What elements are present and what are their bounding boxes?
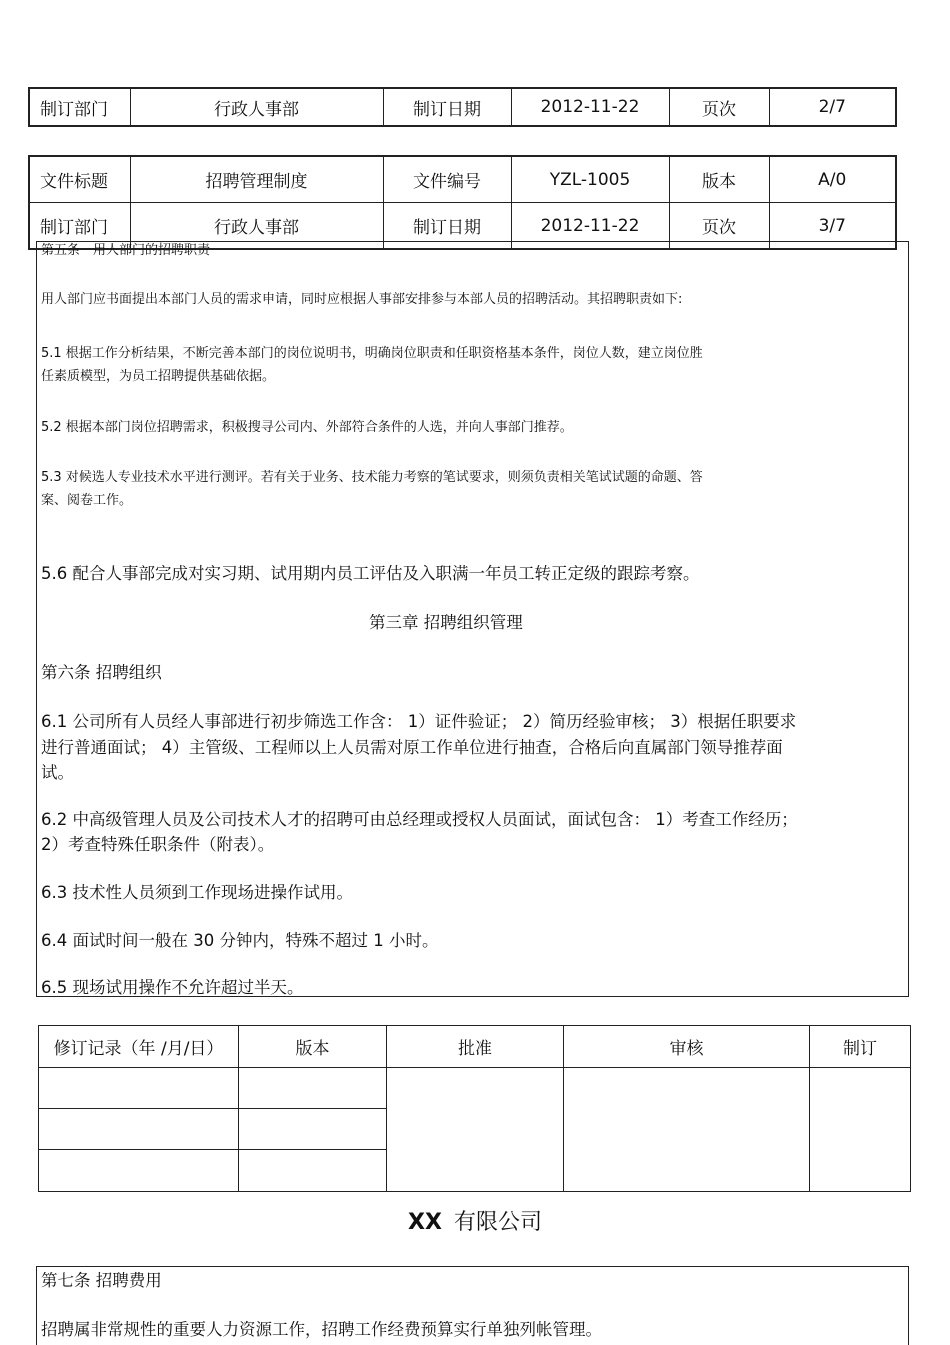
revision-cell [564, 1068, 810, 1192]
version-label: 版本 [669, 156, 769, 203]
date-value: 2012-11-22 [511, 203, 669, 250]
para-5-1-line1: 5.1 根据工作分析结果，不断完善本部门的岗位说明书，明确岗位职责和任职资格基本条件，岗位人数，建立岗位胜 [41, 346, 703, 361]
content-box [36, 241, 909, 997]
revision-cell [39, 1068, 239, 1109]
revision-version-header: 版本 [239, 1026, 387, 1068]
para-5-6: 5.6 配合人事部完成对实习期、试用期内员工评估及入职满一年员工转正定级的跟踪考察。 [41, 564, 700, 583]
section5-intro: 用人部门应书面提出本部门人员的需求申请，同时应根据人事部安排参与本部人员的招聘活动。其招聘职责如下: [41, 292, 683, 307]
header-table-top [28, 87, 897, 127]
chapter3-title: 第三章 招聘组织管理 [369, 613, 523, 632]
dept-label: 制订部门 [29, 203, 130, 250]
dept-value: 行政人事部 [130, 203, 383, 250]
revision-review-header: 审核 [564, 1026, 810, 1068]
date-label: 制订日期 [383, 203, 511, 250]
section5-heading: 第五条 用人部门的招聘职责 [41, 243, 211, 258]
revision-cell [239, 1068, 387, 1109]
date-label: 制订日期 [383, 88, 511, 126]
page-value: 2/7 [769, 88, 896, 126]
company-name-bold: XX [408, 1210, 442, 1235]
para-5-1-line2: 任素质模型，为员工招聘提供基础依据。 [41, 369, 276, 384]
para-6-3: 6.3 技术性人员须到工作现场进操作试用。 [41, 883, 353, 902]
para-6-2-line2: 2）考查特殊任职条件（附表）。 [41, 835, 275, 854]
title-value: 招聘管理制度 [130, 156, 383, 203]
revision-approve-header: 批准 [387, 1026, 564, 1068]
para-6-5: 6.5 现场试用操作不允许超过半天。 [41, 978, 304, 997]
revision-date-header: 修订记录（年 /月/日） [39, 1026, 239, 1068]
code-value: YZL-1005 [511, 156, 669, 203]
para-6-1-line1: 6.1 公司所有人员经人事部进行初步筛选工作含： 1）证件验证； 2）简历经验审核； 3）根据任职要求 [41, 712, 797, 731]
para-5-2: 5.2 根据本部门岗位招聘需求，积极搜寻公司内、外部符合条件的人选，并向人事部门推荐。 [41, 420, 573, 435]
revision-table [38, 1025, 911, 1192]
article6-heading: 第六条 招聘组织 [41, 663, 162, 682]
version-value: A/0 [769, 156, 896, 203]
revision-author-header: 制订 [810, 1026, 911, 1068]
company-name [0, 1205, 950, 1236]
dept-label: 制订部门 [29, 88, 130, 126]
revision-cell [387, 1068, 564, 1192]
section7-box [36, 1266, 909, 1345]
page-label: 页次 [669, 88, 769, 126]
revision-cell [39, 1150, 239, 1192]
company-name-rest: 有限公司 [453, 1210, 542, 1235]
para-6-4: 6.4 面试时间一般在 30 分钟内，特殊不超过 1 小时。 [41, 931, 439, 950]
para-6-2-line1: 6.2 中高级管理人员及公司技术人才的招聘可由总经理或授权人员面试，面试包含： 1）考查工作经历； [41, 810, 798, 829]
para-5-3-line2: 案、阅卷工作。 [41, 493, 133, 508]
section7-text: 招聘属非常规性的重要人力资源工作，招聘工作经费预算实行单独列帐管理。 [41, 1320, 602, 1339]
para-5-3-line1: 5.3 对候选人专业技术水平进行测评。若有关于业务、技术能力考察的笔试要求，则须负责相关笔试试题的命题、答 [41, 470, 703, 485]
title-label: 文件标题 [29, 156, 130, 203]
revision-cell [239, 1109, 387, 1150]
page-value: 3/7 [769, 203, 896, 250]
para-6-1-line2: 进行普通面试； 4）主管级、工程师以上人员需对原工作单位进行抽查，合格后向直属部门领导推荐面 [41, 738, 783, 757]
revision-cell [39, 1109, 239, 1150]
para-6-1-line3: 试。 [41, 763, 74, 782]
revision-cell [810, 1068, 911, 1192]
section7-heading: 第七条 招聘费用 [41, 1271, 162, 1290]
dept-value: 行政人事部 [130, 88, 383, 126]
header-table-main [28, 155, 897, 250]
date-value: 2012-11-22 [511, 88, 669, 126]
page-label: 页次 [669, 203, 769, 250]
revision-cell [239, 1150, 387, 1192]
code-label: 文件编号 [383, 156, 511, 203]
